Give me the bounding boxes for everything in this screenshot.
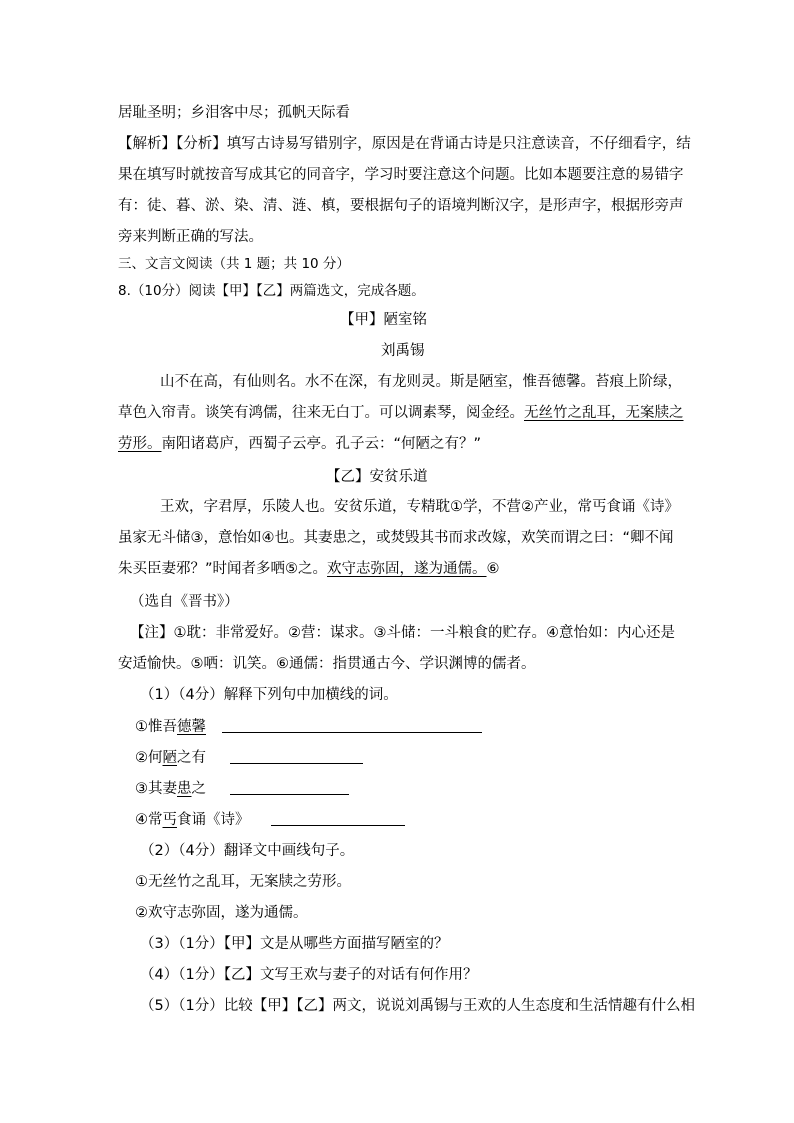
passage-yi-line-1: 王欢，字君厚，乐陵人也。安贫乐道，专精耽①学，不营②产业，常丐食诵《诗》 bbox=[160, 499, 679, 515]
underlined-sentence-yi: 欢守志弥固，遂为通儒。 bbox=[327, 561, 487, 577]
q2-item-b: ②欢守志弥固，遂为通儒。 bbox=[135, 905, 308, 921]
analysis-line-4: 旁来判断正确的写法。 bbox=[118, 229, 263, 245]
notes-line-1: 【注】①耽：非常爱好。②营：谋求。③斗储：一斗粮食的贮存。④意怡如：内心还是 bbox=[130, 625, 675, 641]
passage-yi-line-2: 虽家无斗储③，意怡如④也。其妻患之，或焚毁其书而求改嫁，欢笑而谓之曰：“卿不闻 bbox=[118, 530, 674, 546]
q1-item-a bbox=[135, 717, 206, 737]
q1-item-d-text-end: 食诵《诗》 bbox=[177, 812, 250, 828]
q1-item-a-text: ①惟吾 bbox=[135, 719, 177, 735]
footnote-marker: ⑥ bbox=[486, 561, 500, 577]
answer-blank-a[interactable] bbox=[222, 732, 482, 733]
q5-stem: （5）（1分）比较【甲】【乙】两文，说说刘禹锡与王欢的人生态度和生活情趣有什么相 bbox=[140, 998, 695, 1014]
passage-jia-line-2 bbox=[118, 403, 684, 423]
section-heading: 三、文言文阅读（共 1 题；共 10 分） bbox=[118, 256, 350, 272]
passage-yi-source: （选自《晋书》） bbox=[130, 594, 239, 610]
underlined-sentence-jia: 无丝竹之乱耳，无案牍之 bbox=[524, 405, 684, 421]
q1-item-b-text: ②何 bbox=[135, 750, 163, 766]
q3-stem: （3）（1分）【甲】文是从哪些方面描写陋室的？ bbox=[140, 936, 449, 952]
q1-item-b bbox=[135, 748, 206, 768]
q1-item-c-underlined: 患 bbox=[177, 781, 192, 797]
passage-jia-text: 草色入帘青。谈笑有鸿儒，往来无白丁。可以调素琴，阅金经。 bbox=[118, 405, 524, 421]
passage-jia-title: 【甲】陋室铭 bbox=[340, 312, 427, 328]
q1-item-c bbox=[135, 779, 206, 799]
passage-jia-line-1: 山不在高，有仙则名。水不在深，有龙则灵。斯是陋室，惟吾德馨。苔痕上阶绿， bbox=[160, 374, 682, 390]
q1-item-d-text: ④常 bbox=[135, 812, 163, 828]
passage-yi-text: 朱买臣妻邪？”时闻者多哂⑤之。 bbox=[118, 561, 328, 577]
q1-stem: （1）（4分）解释下列句中加横线的词。 bbox=[140, 687, 398, 703]
analysis-line-1: 【解析】【分析】填写古诗易写错别字，原因是在背诵古诗是只注意读音，不仔细看字，结 bbox=[118, 136, 691, 152]
q2-stem: （2）（4分）翻译文中画线句子。 bbox=[140, 843, 355, 859]
q1-item-b-text-end: 之有 bbox=[177, 750, 206, 766]
q1-item-d-underlined: 丐 bbox=[162, 812, 177, 828]
question-8-intro: 8.（10分）阅读【甲】【乙】两篇选文，完成各题。 bbox=[118, 283, 425, 299]
analysis-line-2: 果在填写时就按音写成其它的同音字，学习时要注意这个问题。比如本题要注意的易错字 bbox=[118, 167, 684, 183]
analysis-line-3: 有：徒、暮、淤、染、清、涟、槙，要根据句子的语境判断汉字，是形声字，根据形旁声 bbox=[118, 198, 684, 214]
q1-item-a-underlined: 德馨 bbox=[177, 719, 206, 735]
passage-jia-author: 刘禹锡 bbox=[381, 343, 425, 359]
q1-item-c-text: ③其妻 bbox=[135, 781, 177, 797]
answer-blank-b[interactable] bbox=[230, 763, 363, 764]
notes-line-2: 安适愉快。⑤哂：讥笑。⑥通儒：指贯通古今、学识渊博的儒者。 bbox=[118, 656, 536, 672]
underlined-sentence-jia-end: 劳形。 bbox=[118, 436, 162, 452]
passage-jia-text: 南阳诸葛庐，西蜀子云亭。孔子云：“何陋之有？” bbox=[161, 436, 482, 452]
q1-item-b-underlined: 陋 bbox=[162, 750, 177, 766]
passage-yi-title: 【乙】安贫乐道 bbox=[326, 469, 428, 485]
passage-yi-line-3 bbox=[118, 559, 500, 579]
q1-item-d bbox=[135, 810, 250, 830]
answer-blank-d[interactable] bbox=[271, 825, 405, 826]
q2-item-a: ①无丝竹之乱耳，无案牍之劳形。 bbox=[135, 874, 351, 890]
q4-stem: （4）（1分）【乙】文写王欢与妻子的对话有何作用？ bbox=[140, 967, 478, 983]
answer-blank-c[interactable] bbox=[230, 794, 349, 795]
answer-line: 居耻圣明；乡泪客中尽；孤帆天际看 bbox=[118, 105, 350, 121]
passage-jia-line-3 bbox=[118, 434, 481, 454]
q1-item-c-text-end: 之 bbox=[191, 781, 206, 797]
